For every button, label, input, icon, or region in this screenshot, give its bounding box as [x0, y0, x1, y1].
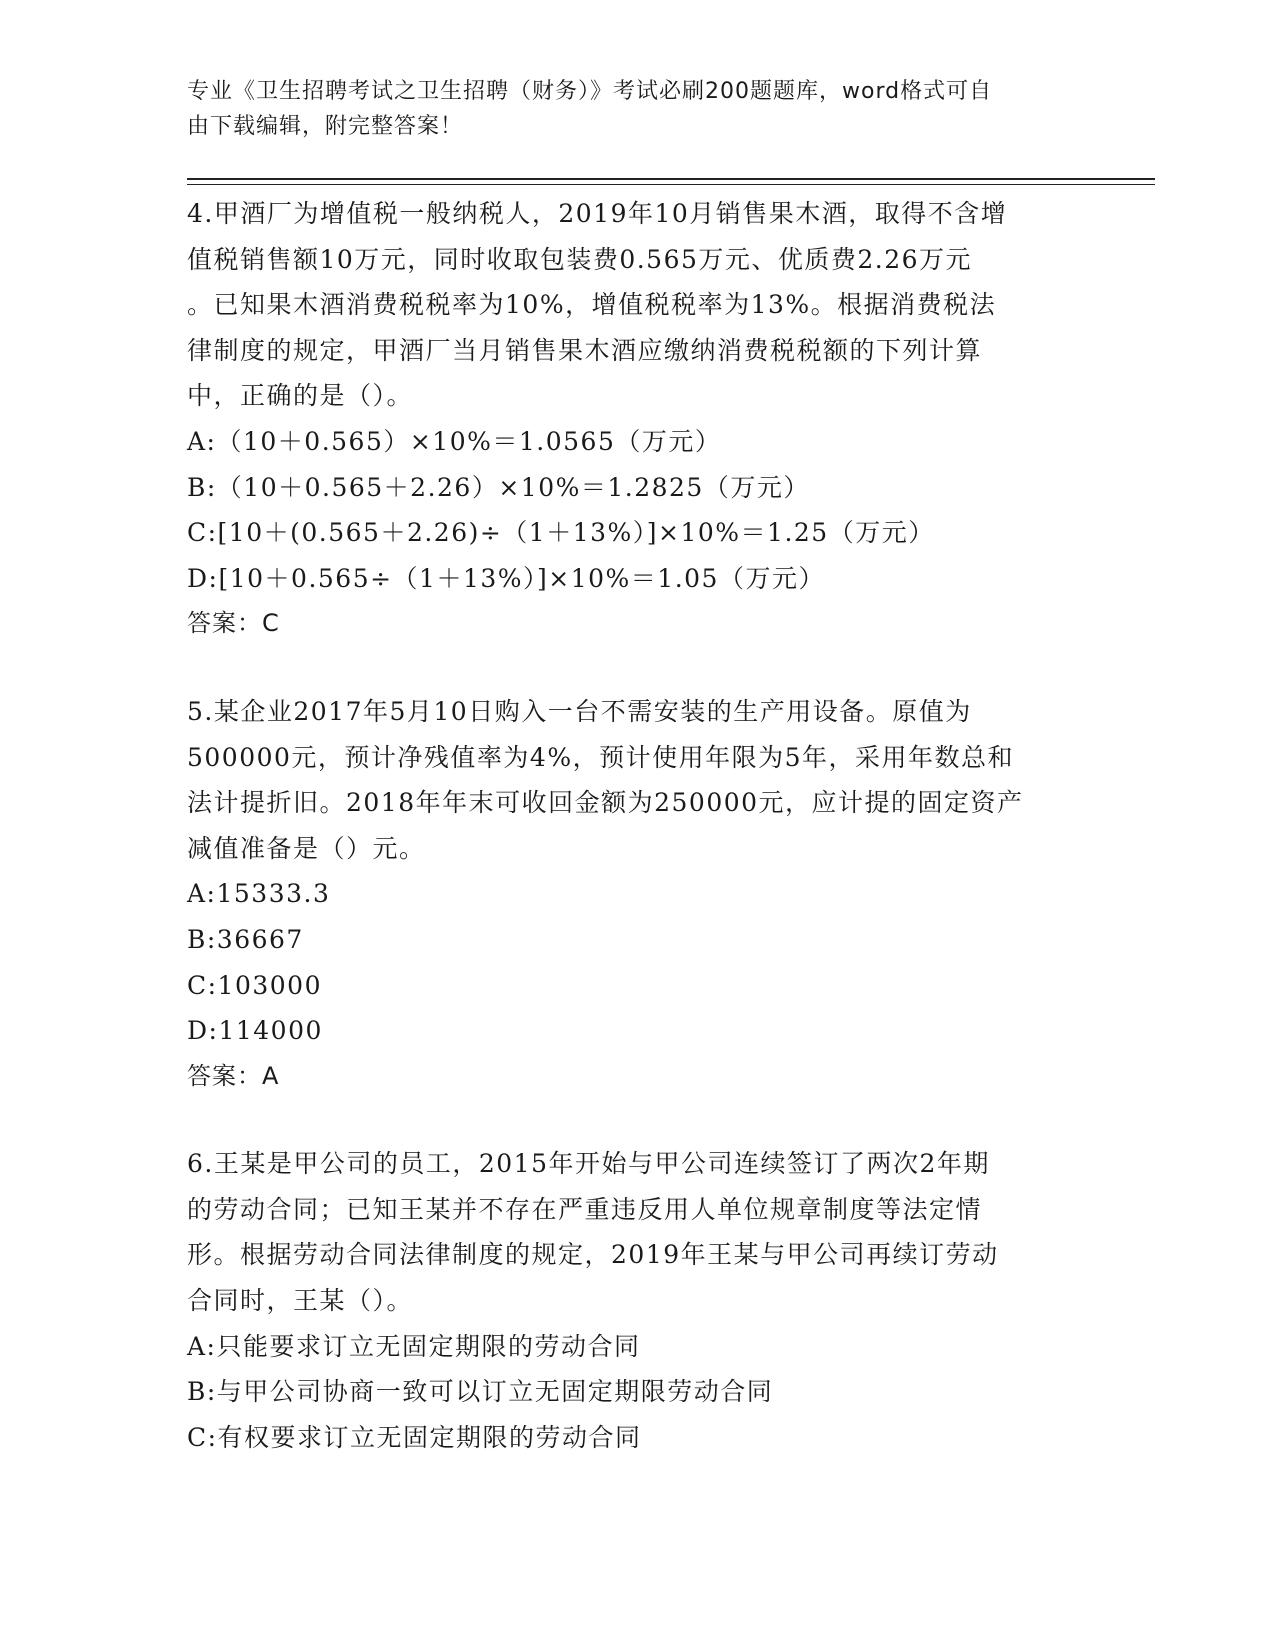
question-stem-line: 6.王某是甲公司的员工，2015年开始与甲公司连续签订了两次2年期 — [187, 1149, 990, 1179]
question-list — [187, 191, 1087, 1502]
option-d: D:114000 — [187, 1016, 323, 1046]
question-6 — [187, 1141, 1087, 1460]
question-stem-line: 律制度的规定，甲酒厂当月销售果木酒应缴纳消费税税额的下列计算 — [187, 335, 983, 365]
header-line-2: 由下载编辑，附完整答案！ — [187, 114, 464, 139]
question-stem-line: 4.甲酒厂为增值税一般纳税人，2019年10月销售果木酒，取得不含增 — [187, 199, 1008, 228]
option-c: C:103000 — [187, 970, 322, 1000]
option-d: D:[10＋0.565÷（1＋13%）]×10%＝1.05（万元） — [187, 563, 825, 593]
question-4 — [187, 191, 1087, 647]
question-stem-line: 减值准备是（）元。 — [187, 833, 426, 863]
option-b: B:与甲公司协商一致可以订立无固定期限劳动合同 — [187, 1377, 774, 1407]
question-stem-line: 合同时，王某（）。 — [187, 1286, 414, 1316]
question-stem-line: 。已知果木酒消费税税率为10%，增值税税率为13%。根据消费税法 — [187, 290, 997, 320]
option-c: C:[10＋(0.565＋2.26)÷（1＋13%）]×10%＝1.25（万元） — [187, 518, 935, 548]
question-stem-line: 5.某企业2017年5月10日购入一台不需安装的生产用设备。原值为 — [187, 696, 972, 726]
document-header — [187, 74, 1087, 144]
header-divider-thick — [187, 178, 1155, 180]
question-stem-line: 的劳动合同；已知王某并不存在严重违反用人单位规章制度等法定情 — [187, 1194, 983, 1224]
option-b: B:（10＋0.565＋2.26）×10%＝1.2825（万元） — [187, 472, 810, 502]
header-divider-thin — [187, 184, 1155, 185]
option-b: B:36667 — [187, 924, 304, 954]
option-a: A:15333.3 — [187, 879, 331, 909]
option-c: C:有权要求订立无固定期限的劳动合同 — [187, 1422, 642, 1452]
option-a: A:只能要求订立无固定期限的劳动合同 — [187, 1331, 641, 1361]
answer-line: 答案：C — [187, 609, 280, 638]
question-stem-line: 500000元，预计净残值率为4%，预计使用年限为5年，采用年数总和 — [187, 742, 1015, 772]
question-stem-line: 值税销售额10万元，同时收取包装费0.565万元、优质费2.26万元 — [187, 244, 973, 274]
option-a: A:（10＋0.565）×10%＝1.0565（万元） — [187, 426, 722, 456]
answer-line: 答案：A — [187, 1061, 280, 1090]
question-stem-line: 形。根据劳动合同法律制度的规定，2019年王某与甲公司再续订劳动 — [187, 1240, 999, 1270]
question-stem-line: 法计提折旧。2018年年末可收回金额为250000元，应计提的固定资产 — [187, 788, 1024, 818]
question-stem-line: 中，正确的是（）。 — [187, 381, 414, 411]
question-5 — [187, 689, 1087, 1099]
header-line-1: 专业《卫生招聘考试之卫生招聘（财务）》考试必刷200题题库，word格式可自 — [187, 79, 993, 104]
